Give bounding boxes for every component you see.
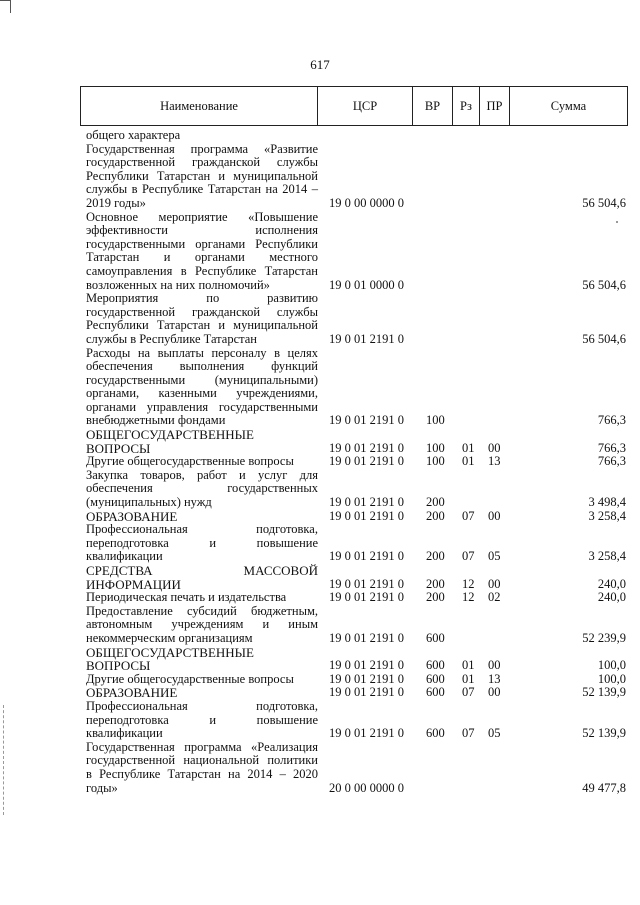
row-csr: 19 0 01 2191 0 [329,726,404,741]
row-sum: 100,0 [597,658,626,673]
row-name-line: Периодическая печать и издательства [86,590,287,605]
header-pr: ПР [480,87,510,125]
row-name-line: Республики Татарстан и муниципальной [86,168,318,183]
row-name-line: квалификации [86,726,163,741]
header-csr: ЦСР [318,87,413,125]
row-name-line: эффективности исполнения [86,223,318,238]
row-csr: 19 0 01 2191 0 [329,413,404,428]
row-csr: 19 0 01 2191 0 [329,454,404,469]
row-rz: 01 [462,454,475,469]
row-sum: 52 139,9 [582,685,626,700]
row-rz: 01 [462,658,475,673]
row-csr: 19 0 01 2191 0 [329,630,404,645]
row-sum: 52 139,9 [582,726,626,741]
row-name-line: годы» [86,780,118,795]
row-sum: 56 504,6 [582,277,626,292]
row-name-line: службы в Республике Татарстан на 2014 – [86,182,318,197]
row-name [86,292,318,346]
row-csr: 19 0 01 2191 0 [329,508,404,523]
row-pr: 00 [488,440,501,455]
row-csr: 19 0 01 2191 0 [329,590,404,605]
header-sum: Сумма [550,99,587,113]
row-csr: 19 0 01 2191 0 [329,440,404,455]
row-sum: 49 477,8 [582,780,626,795]
row-name-line: Предоставление субсидий бюджетным, [86,603,318,618]
row-name-line: службы в Республике Татарстан [86,331,257,346]
table-row [86,644,626,674]
row-name-line: (муниципальных) нужд [86,495,212,510]
row-name-line: государственными (муниципальными) [86,372,318,387]
row-name [86,591,318,605]
row-csr: 19 0 01 2191 0 [329,685,404,700]
row-name [86,143,318,211]
row-pr: 05 [488,726,501,741]
row-rz: 07 [462,549,475,564]
row-sum: 766,3 [597,454,626,469]
row-name-line: возложенных на них полномочий» [86,277,270,292]
row-name [86,129,318,143]
row-pr: 00 [488,508,501,523]
row-sum: 3 258,4 [588,549,626,564]
row-sum: 52 239,9 [582,630,626,645]
table-row [86,454,626,469]
row-name [86,564,318,591]
row-name-line: Государственная программа «Реализация [86,739,318,754]
row-name-line: общего характера [86,128,181,142]
row-name-line: ОБРАЗОВАНИЕ [86,508,178,524]
row-pr: 02 [488,590,501,605]
row-name-line: переподготовка и повышение [86,535,318,550]
table-row [86,685,626,701]
table-row [86,427,626,456]
table-row [86,291,626,346]
row-vr: 600 [426,630,445,645]
row-vr: 100 [426,454,445,469]
row-name-line: ОБЩЕГОСУДАРСТВЕННЫЕ ВОПРОСЫ [86,644,254,674]
row-name-line: государственными органами Республики [86,236,318,251]
row-vr: 200 [426,495,445,510]
row-name-line: Расходы на выплаты персоналу в целях [86,345,318,360]
row-name-line: обеспечения государственных [86,481,318,496]
row-sum: 3 258,4 [588,508,626,523]
row-name-line: органами управления государственными [86,399,318,414]
table-row [86,508,626,524]
row-name-line: переподготовка и повышение [86,712,318,727]
row-name-line: Другие общегосударственные вопросы [86,454,294,469]
row-name-line: 2019 годы» [86,195,146,210]
table-header [80,86,628,126]
row-sum: 3 498,4 [588,495,626,510]
row-name-line: Профессиональная подготовка, [86,522,318,537]
row-name-line: самоуправления в Республике Татарстан [86,263,318,278]
row-csr: 19 0 01 2191 0 [329,576,404,591]
row-rz: 07 [462,726,475,741]
row-name-line: ОБЩЕГОСУДАРСТВЕННЫЕ ВОПРОСЫ [86,427,254,456]
row-name-line: ОБРАЗОВАНИЕ [86,685,178,701]
row-sum: 56 504,6 [582,331,626,346]
row-name [86,646,318,673]
row-rz: 07 [462,685,475,700]
row-csr: 19 0 01 2191 0 [329,549,404,564]
row-name-line: СРЕДСТВА МАССОВОЙ [86,563,318,578]
table-row [86,345,626,429]
row-name-line: Мероприятия по развитию [86,291,318,306]
row-vr: 600 [426,726,445,741]
row-name-line: Государственная программа «Развитие [86,141,318,156]
row-name-line: Татарстан и органами местного [86,250,318,265]
row-name-line: Республики Татарстан и муниципальной [86,318,318,333]
row-name [86,686,318,700]
row-csr: 19 0 01 0000 0 [329,277,404,292]
row-name [86,428,318,455]
row-name [86,523,318,564]
row-pr: 00 [488,685,501,700]
row-vr: 200 [426,576,445,591]
row-name-line: ИНФОРМАЦИИ [86,576,181,592]
row-rz: 01 [462,671,475,686]
row-name-line: квалификации [86,549,163,564]
row-pr: 00 [488,658,501,673]
row-pr: 13 [488,454,501,469]
row-name-line: государственной гражданской службы [86,304,318,319]
row-rz: 07 [462,508,475,523]
row-name [86,605,318,646]
row-name-line: Другие общегосударственные вопросы [86,671,294,686]
row-name [86,510,318,524]
row-csr: 19 0 00 0000 0 [329,195,404,210]
row-name-line: обеспечения выполнения функций [86,359,318,374]
row-sum: 56 504,6 [582,195,626,210]
row-rz: 01 [462,440,475,455]
scan-artifact [3,705,4,815]
row-name-line: в Республике Татарстан на 2014 – 2020 [86,766,318,781]
row-vr: 600 [426,671,445,686]
table-body [86,128,626,795]
header-name: Наименование [81,87,318,125]
table-row [86,698,626,741]
row-name [86,347,318,429]
row-csr: 20 0 00 0000 0 [329,780,404,795]
row-vr: 200 [426,590,445,605]
table-row [86,563,626,592]
row-vr: 600 [426,685,445,700]
row-name-line: государственной национальной политики [86,753,318,768]
page-number: 617 [310,57,330,72]
row-pr: 13 [488,671,501,686]
row-csr: 19 0 01 2191 0 [329,495,404,510]
row-vr: 100 [426,413,445,428]
row-pr: 05 [488,549,501,564]
row-name [86,469,318,510]
table-row [86,141,626,211]
row-name [86,211,318,293]
table-row [86,603,626,646]
scan-speck [616,221,618,223]
row-rz: 12 [462,576,475,591]
table-row [86,129,614,143]
row-csr: 19 0 01 2191 0 [329,671,404,686]
row-name-line: внебюджетными фондами [86,413,226,428]
row-name [86,673,318,687]
row-name [86,455,318,469]
table-row [86,522,626,564]
row-vr: 600 [426,658,445,673]
row-csr: 19 0 01 2191 0 [329,658,404,673]
row-vr: 200 [426,508,445,523]
header-rz: Рз [453,87,480,125]
table-row [86,739,626,795]
row-csr: 19 0 01 2191 0 [329,331,404,346]
table-row [86,467,626,510]
row-sum: 766,3 [597,413,626,428]
row-name-line: Профессиональная подготовка, [86,698,318,713]
scan-corner-mark [0,0,11,13]
row-vr: 100 [426,440,445,455]
table-row [86,671,626,687]
row-name-line: автономным учреждениям и иным [86,617,318,632]
table-row [86,590,626,605]
row-rz: 12 [462,590,475,605]
row-vr: 200 [426,549,445,564]
row-sum: 100,0 [597,671,626,686]
row-sum: 240,0 [597,576,626,591]
header-vr: ВР [413,87,453,125]
row-name-line: органами, казенными учреждениями, [86,386,318,401]
row-name-line: Основное мероприятие «Повышение [86,209,318,224]
row-name-line: некоммерческим организациям [86,630,253,645]
row-pr: 00 [488,576,501,591]
table-row [86,209,626,293]
row-sum: 766,3 [597,440,626,455]
row-name [86,700,318,741]
row-name-line: Закупка товаров, работ и услуг для [86,467,318,482]
row-sum: 240,0 [597,590,626,605]
row-name [86,741,318,795]
row-name-line: государственной гражданской службы [86,155,318,170]
